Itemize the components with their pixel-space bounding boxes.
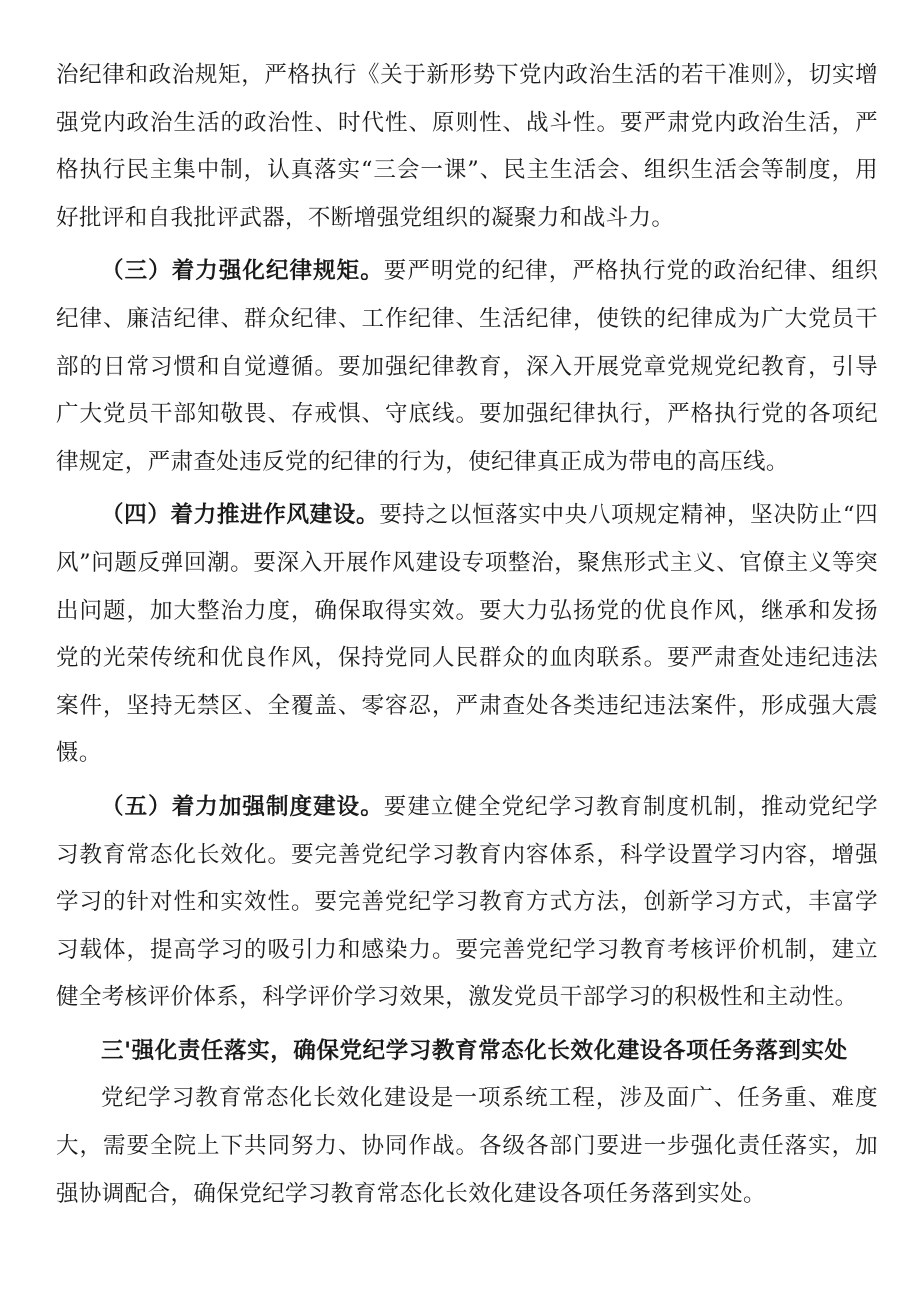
section-three-title: 三'强化责任落实，确保党纪学习教育常态化长效化建设各项任务落到实处 [101, 1037, 848, 1064]
item-four-heading: （四）着力推进作风建设。 [101, 502, 380, 529]
closing-paragraph: 党纪学习教育常态化长效化建设是一项系统工程，涉及面广、任务重、难度大，需要全院上下共同努力、协同作战。各级各部门要进一步强化责任落实，加强协调配合，确保党纪学习教育常态化长效化建设各项任务落到实处。 [56, 1085, 878, 1207]
intro-paragraph: 治纪律和政治规矩，严格执行《关于新形势下党内政治生活的若干准则》，切实增强党内政治生活的政治性、时代性、原则性、战斗性。要严肃党内政治生活，严格执行民主集中制，认真落实“三会一课”、民主生活会、组织生活会等制度，用好批评和自我批评武器，不断增强党组织的凝聚力和战斗力。 [56, 62, 878, 231]
item-five-body: 要建立健全党纪学习教育制度机制，推动党纪学习教育常态化长效化。要完善党纪学习教育内容体系，科学设置学习内容，增强学习的针对性和实效性。要完善党纪学习教育方式方法，创新学习方式，丰富学习载体，提高学习的吸引力和感染力。要完善党纪学习教育考核评价机制，建立健全考核评价体系，科学评价学习效果，激发党员干部学习的积极性和主动性。 [56, 793, 878, 1011]
item-three-body: 要严明党的纪律，严格执行党的政治纪律、组织纪律、廉洁纪律、群众纪律、工作纪律、生活纪律，使铁的纪律成为广大党员干部的日常习惯和自觉遵循。要加强纪律教育，深入开展党章党规党纪教育，引导广大党员干部知敬畏、存戒惧、守底线。要加强纪律执行，严格执行党的各项纪律规定，严肃查处违反党的纪律的行为，使纪律真正成为带电的高压线。 [56, 258, 878, 475]
item-three-heading: （三）着力强化纪律规矩。 [101, 258, 384, 285]
item-three-paragraph [56, 248, 878, 486]
document-body [56, 52, 878, 1218]
item-five-paragraph [56, 784, 878, 1022]
item-four-paragraph [56, 492, 878, 778]
item-four-body: 要持之以恒落实中央八项规定精神，坚决防止“四风”问题反弹回潮。要深入开展作风建设专项整治，聚焦形式主义、官僚主义等突出问题，加大整治力度，确保取得实效。要大力弘扬党的优良作风，继承和发扬党的光荣传统和优良作风，保持党同人民群众的血肉联系。要严肃查处违纪违法案件，坚持无禁区、全覆盖、零容忍，严肃查处各类违纪违法案件，形成强大震慑。 [56, 502, 878, 767]
item-five-heading: （五）着力加强制度建设。 [101, 793, 384, 820]
